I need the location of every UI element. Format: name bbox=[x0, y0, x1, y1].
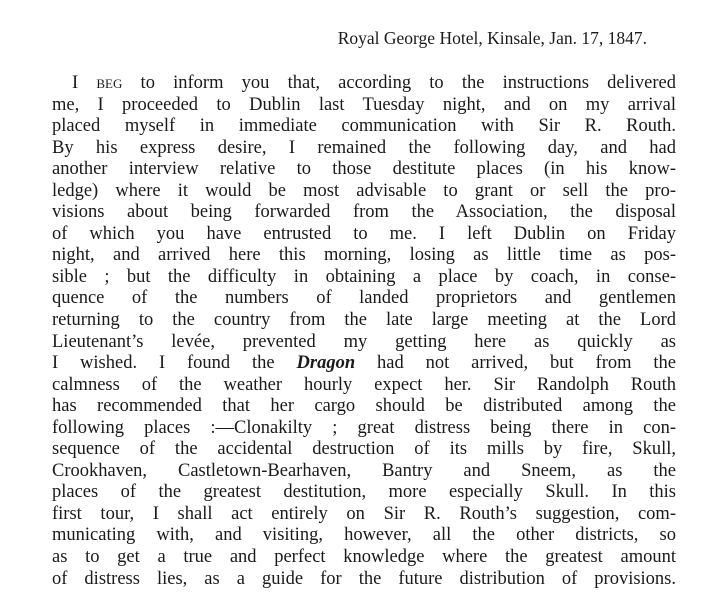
letter-dateline: Royal George Hotel, Kinsale, Jan. 17, 1847. bbox=[337, 28, 647, 48]
text-line: another interview relative to those destitute places (in his know- bbox=[52, 159, 676, 180]
text-segment: I wished. I found the bbox=[52, 353, 297, 374]
text-line: has recommended that her cargo should be distributed among the bbox=[52, 396, 676, 417]
text-line: By his express desire, I remained the following day, and had bbox=[52, 137, 676, 158]
text-segment: had not arrived, but from the bbox=[355, 353, 676, 374]
text-line: of distress lies, as a guide for the future distribution of provisions. bbox=[52, 568, 676, 589]
small-caps-word: beg bbox=[96, 73, 123, 93]
text-line: following places :—Clonakilty ; great distress being there in con- bbox=[52, 417, 676, 438]
letter-body bbox=[52, 73, 676, 590]
text-line: placed myself in immediate communication with Sir R. Routh. bbox=[52, 116, 676, 137]
text-segment: to inform you that, according to the instructions delivered bbox=[122, 73, 676, 93]
text-line: me, I proceeded to Dublin last Tuesday night, and on my arrival bbox=[52, 94, 676, 115]
text-line bbox=[52, 73, 676, 95]
text-line: sequence of the accidental destruction of its mills by fire, Skull, bbox=[52, 439, 676, 460]
text-line: night, and arrived here this morning, losing as little time as pos- bbox=[52, 245, 676, 266]
text-line: ledge) where it would be most advisable to grant or sell the pro- bbox=[52, 180, 676, 201]
text-line: Lieutenant’s levée, prevented my getting here as quickly as bbox=[52, 331, 676, 352]
text-line: visions about being forwarded from the Association, the disposal bbox=[52, 202, 676, 223]
text-line: Crookhaven, Castletown-Bearhaven, Bantry and Sneem, as the bbox=[52, 460, 676, 481]
text-line: municating with, and visiting, however, all the other districts, so bbox=[52, 525, 676, 546]
text-line: returning to the country from the late large meeting at the Lord bbox=[52, 310, 676, 331]
ship-name-italic: Dragon bbox=[296, 353, 356, 374]
text-line: places of the greatest destitution, more especially Skull. In this bbox=[52, 482, 676, 503]
text-line: quence of the numbers of landed proprietors and gentlemen bbox=[52, 288, 676, 309]
text-line: as to get a true and perfect knowledge where the greatest amount bbox=[52, 547, 676, 568]
text-line: of which you have entrusted to me. I left Dublin on Friday bbox=[52, 223, 676, 244]
text-line bbox=[52, 353, 676, 375]
text-line: sible ; but the difficulty in obtaining a place by coach, in conse- bbox=[52, 266, 676, 287]
text-line: calmness of the weather hourly expect her. Sir Randolph Routh bbox=[52, 374, 676, 395]
text-line: first tour, I shall act entirely on Sir R. Routh’s suggestion, com- bbox=[52, 503, 676, 524]
text-segment: I bbox=[72, 73, 97, 93]
